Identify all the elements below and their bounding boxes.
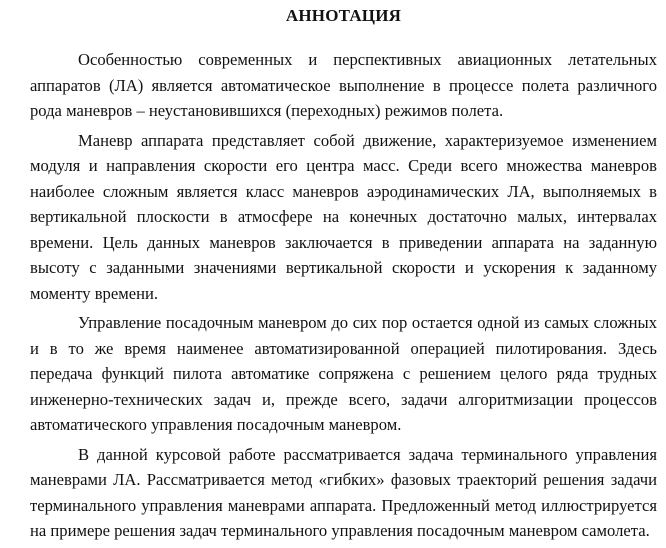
document-page: [30, 4, 657, 548]
paragraph-2: Маневр аппарата представляет собой движение, характеризуемое изменением модуля и направления скорости его центра масс. Среди всего множества маневров наиболее сложным является класс маневров аэродинамических ЛА, выполняемых в вертикальной плоскости в атмосфере на конечных достаточно малых, интервалах времени. Цель данных маневров заключается в приведении аппарата на заданную высоту с заданными значениями вертикальной скорости и ускорения к заданному моменту времени.: [30, 130, 657, 303]
paragraph-4: В данной курсовой работе рассматривается задача терминального управления маневрами ЛА. Рассматривается метод «гибких» фазовых траекторий решения задачи терминального управления маневрами аппарата. Предложенный метод иллюстрируется на примере решения задач терминального управления посадочным маневром самолета.: [30, 444, 657, 540]
paragraph-1: Особенностью современных и перспективных авиационных летательных аппаратов (ЛА) является автоматическое выполнение в процессе полета различного рода маневров – неустановившихся (переходных) режимов полета.: [30, 50, 657, 120]
paragraph-3: Управление посадочным маневром до сих пор остается одной из самых сложных и в то же время наименее автоматизированной операцией пилотирования. Здесь передача функций пилота автоматике сопряжена с решением целого ряда трудных инженерно-технических задач и, прежде всего, задачи алгоритмизации процессов автоматического управления посадочным маневром.: [30, 313, 657, 434]
document-title: АННОТАЦИЯ: [285, 6, 402, 25]
